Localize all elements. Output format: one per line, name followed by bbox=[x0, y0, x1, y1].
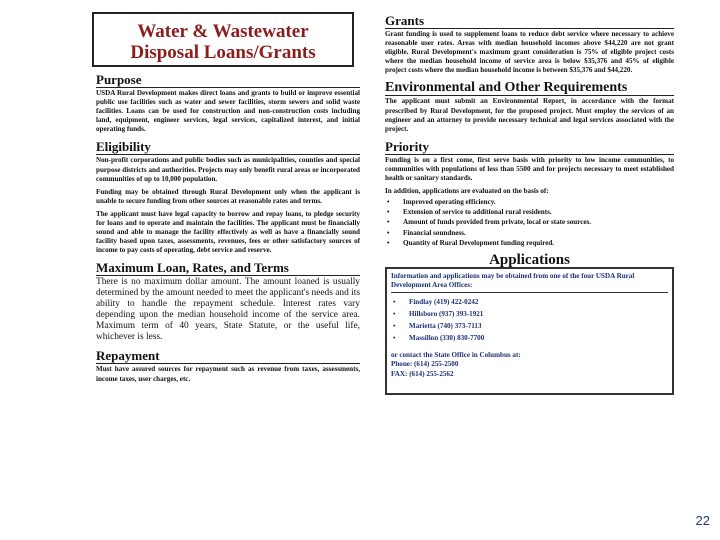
list-item: • Amount of funds provided from private, local or state sources. bbox=[385, 218, 674, 227]
title-line-2: Disposal Loans/Grants bbox=[130, 42, 316, 63]
priority-criteria-list bbox=[385, 198, 674, 247]
purpose-text: USDA Rural Development makes direct loans and grants to build or improve essential public use facilities such as water and sewer facilities, storm sewers and solid waste facilities. Loans can be used for construction and non-construction costs including land, equipment, engineer services, legal services, capitalized interest, and initial operating funds. bbox=[96, 89, 360, 134]
page-number: 22 bbox=[695, 513, 710, 528]
list-item: • Extension of service to additional rural residents. bbox=[385, 208, 674, 217]
eligibility-paragraph-2: Funding may be obtained through Rural Development only when the applicant is unable to secure funding from other sources at reasonable rates and terms. bbox=[96, 187, 360, 205]
list-item: • Findlay (419) 422-0242 bbox=[391, 298, 668, 307]
priority-heading: Priority bbox=[385, 140, 674, 155]
area-offices-list bbox=[391, 298, 668, 343]
state-office-phone: Phone: (614) 255-2500 bbox=[391, 360, 459, 369]
max-loan-text: There is no maximum dollar amount. The amount loaned is usually determined by the amount needed to meet the applicant's needs and its ability to handle the repayment schedule. Interest rates vary depending upon the median household income of the service area. Maximum term of 40 years, State Statute, or the useful life, whichever is less. bbox=[96, 277, 360, 343]
eligibility-paragraph-1: Non-profit corporations and public bodies such as municipalities, counties and special purpose districts and authorities. Projects may only benefit rural areas or incorporated communities of up to 10,000 population. bbox=[96, 156, 360, 183]
document-title bbox=[92, 12, 354, 67]
repayment-text: Must have assured sources for repayment such as revenue from taxes, assessments, income taxes, user charges, etc. bbox=[96, 365, 360, 383]
environmental-text: The applicant must submit an Environmental Report, in accordance with the format prescribed by Rural Development, for the proposed project. Must employ the services of an engineer and an attorney to provide necessary technical and legal services associated with the project. bbox=[385, 97, 674, 133]
list-item: • Improved operating efficiency. bbox=[385, 198, 674, 207]
eligibility-heading: Eligibility bbox=[96, 140, 360, 155]
applications-heading: Applications bbox=[489, 251, 570, 268]
list-item: • Quantity of Rural Development funding required. bbox=[385, 239, 674, 248]
title-line-1: Water & Wastewater bbox=[137, 21, 309, 42]
applications-box bbox=[385, 267, 674, 395]
max-loan-heading: Maximum Loan, Rates, and Terms bbox=[96, 261, 360, 276]
list-item: • Marietta (740) 373-7113 bbox=[391, 322, 668, 331]
list-item: • Massillon (330) 830-7700 bbox=[391, 334, 668, 343]
grants-text: Grant funding is used to supplement loans to reduce debt service where necessary to achieve reasonable user rates. Areas with median household incomes above $44,220 are not grant eligible. Rural Development's maximum grant consideration is 75% of eligible project costs where the median household income of service area is below $35,376 and 45% of eligible project costs where the median household income is between $35,376 and $44,220. bbox=[385, 30, 674, 75]
applications-intro: Information and applications may be obtained from one of the four USDA Rural Development Area Offices: bbox=[391, 272, 668, 293]
list-item: • Hillsboro (937) 393-1921 bbox=[391, 310, 668, 319]
right-column bbox=[385, 14, 674, 395]
priority-intro: In addition, applications are evaluated on the basis of: bbox=[385, 187, 549, 196]
environmental-heading: Environmental and Other Requirements bbox=[385, 81, 674, 96]
grants-heading: Grants bbox=[385, 14, 674, 29]
repayment-heading: Repayment bbox=[96, 349, 360, 364]
list-item: • Financial soundness. bbox=[385, 229, 674, 238]
purpose-heading: Purpose bbox=[96, 73, 360, 88]
state-office-fax: FAX: (614) 255-2562 bbox=[391, 369, 454, 378]
priority-text: Funding is on a first come, first serve basis with priority to low income communities, to communities with populations of less than 5500 and for projects necessary to meet established health or sanitary standards. bbox=[385, 155, 674, 183]
left-column bbox=[96, 12, 360, 388]
eligibility-paragraph-3: The applicant must have legal capacity to borrow and repay loans, to pledge security for loans and to operate and maintain the facilities. The applicant must be financially sound and able to manage the facility effectively as well as have a financially sound facility based upon taxes, assessments, revenues, fees or other satisfactory sources of income to pay costs of operating, debt service and reserve. bbox=[96, 209, 360, 255]
state-office-label: or contact the State Office in Columbus at: bbox=[391, 351, 521, 360]
